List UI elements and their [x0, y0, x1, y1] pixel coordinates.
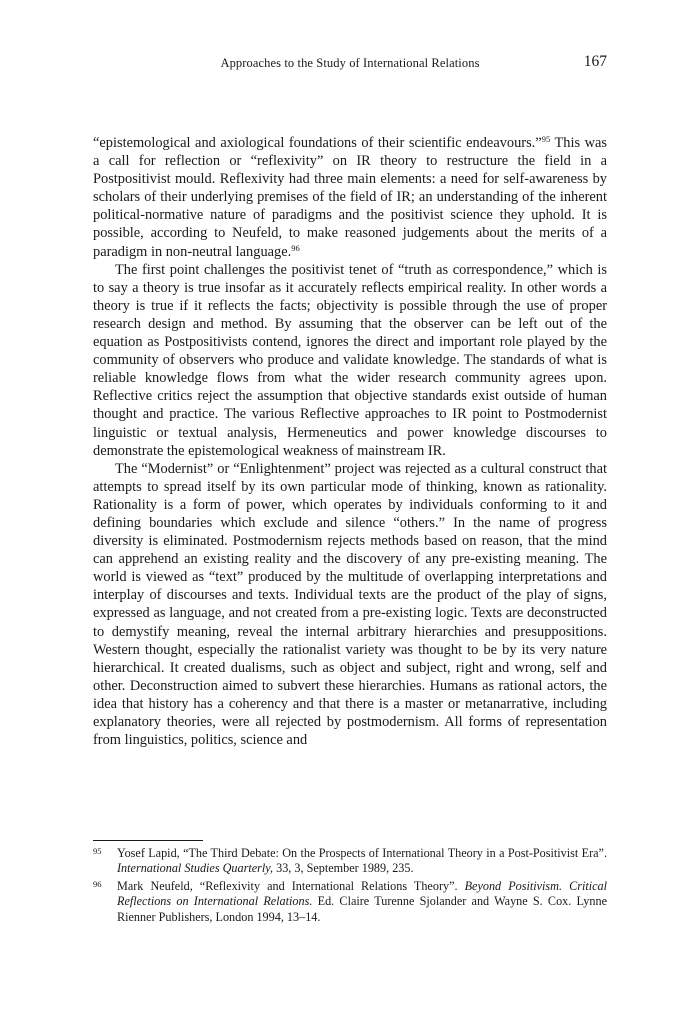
footnote-text: Yosef Lapid, “The Third Debate: On the Prospects of International Theory in a Post-Positivist Era”. — [117, 846, 607, 860]
footnote-96 — [93, 879, 607, 925]
paragraph-1-text: “epistemological and axiological foundations of their scientific endeavours.” — [93, 135, 542, 151]
footnote-ref-95[interactable]: 95 — [541, 134, 551, 144]
footnote-text: Mark Neufeld, “Reflexivity and International Relations Theory”. — [117, 878, 465, 893]
footnote-divider — [93, 840, 203, 841]
footnote-text-cont: 33, 3, September 1989, 235. — [273, 861, 414, 876]
running-title: Approaches to the Study of International Relations — [220, 56, 480, 70]
paragraph-2: The first point challenges the positivist tenet of “truth as correspondence,” which is to say a theory is true insofar as it accurately reflects empirical reality. In other words a theory is true if it reflects the facts; objectivity is possible through the use of proper research design and method. By assuming that the observer can be left out of the equation as Postpositivists contend, ignores the direct and important role played by the community of observers who produce and validate knowledge. The standards of what is reliable knowledge flows from what the wider research community agrees upon. Reflective critics reject the assumption that objective standards exist outside of human thought and practice. The various Reflective approaches to IR point to Postmodernist linguistic or textual analysis, Hermeneutics and power knowledge discourses to demonstrate the epistemological weakness of mainstream IR. — [93, 261, 607, 459]
footnote-ref-96[interactable]: 96 — [291, 242, 300, 253]
footnote-95 — [93, 846, 607, 877]
footnotes — [93, 846, 607, 927]
footnote-text-cont: Ed. Claire Turenne Sjolander and Wayne S. Cox. Lynne Rienner Publishers, London 1994, 13–14. — [117, 894, 607, 924]
paragraph-1-text-cont: This was a call for reflection or “reflexivity” on IR theory to restructure the field in a Postpositivist mould. Reflexivity had three main elements: a need for self-awareness by scholars of their underlying premises of the field of IR; an understanding of the inherent political-normative nature of paradigms and the positivist science they uphold. It is possible, according to Neufeld, to make reasoned judgements about the merits of a paradigm in non-neutral language. — [93, 135, 608, 260]
footnote-number: 96 — [93, 878, 102, 889]
body-text — [93, 134, 607, 749]
paragraph-1 — [93, 134, 607, 261]
footnote-number: 95 — [93, 846, 102, 856]
footnote-book-title: Beyond Positivism. Critical Reflections on International Relations. — [117, 878, 607, 909]
paragraph-3: The “Modernist” or “Enlightenment” project was rejected as a cultural construct that attempts to spread itself by its own particular mode of thinking, known as rationality. Rationality is a form of power, which operates by individuals conforming to it and defining boundaries which exclude and silence “others.” In the name of progress diversity is eliminated. Postmodernism rejects methods based on reason, that the mind can apprehend an existing reality and the discovery of any pre-existing meaning. The world is viewed as “text” produced by the multitude of overlapping interpretations and interplay of discourses and texts. Individual texts are the product of the play of signs, expressed as language, and not created from a pre-existing logic. Texts are deconstructed to demystify meaning, reveal the internal arbitrary hierarchies and presuppositions. Western thought, especially the rationalist variety was thought to be by its very nature hierarchical. It created dualisms, such as object and subject, right and wrong, self and other. Deconstruction aimed to subvert these hierarchies. Humans as rational actors, the idea that history has a coherency and that there is a master or metanarrative, including explanatory theories, were all rejected by postmodernism. All forms of representation from linguistics, politics, science and — [93, 460, 607, 749]
running-header — [93, 54, 607, 74]
page-number: 167 — [583, 53, 607, 70]
footnote-journal-title: International Studies Quarterly, — [117, 861, 274, 876]
